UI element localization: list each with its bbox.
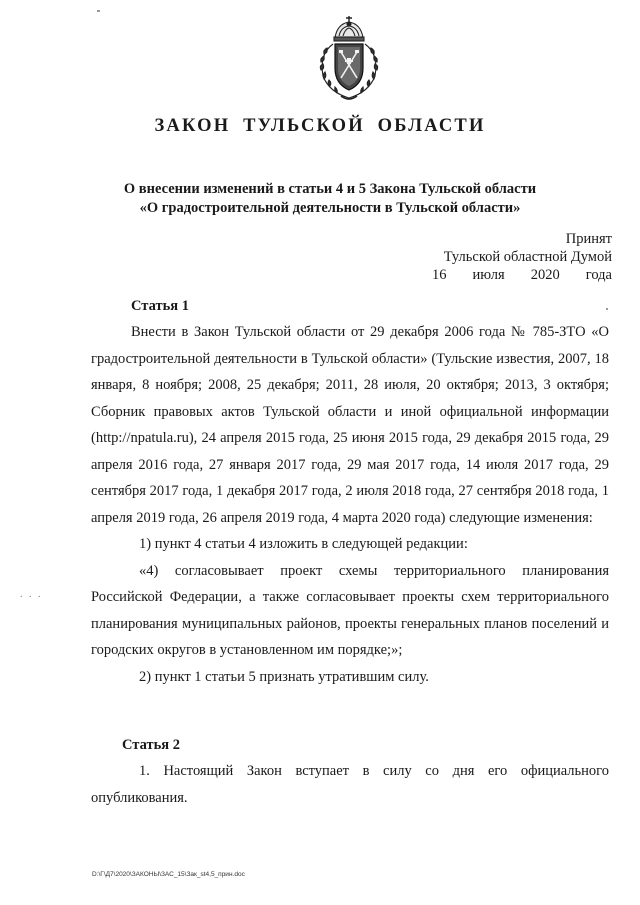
subject-line-1: О внесении изменений в статьи 4 и 5 Закона Тульской области bbox=[123, 181, 537, 197]
article-1-quote: «4) согласовывает проект схемы территориального планирования Российской Федерации, а также согласовывает проекты схем территориального планирования муниципальных районов, проекты генеральных планов поселений и городских округов в установленном им порядке;»; bbox=[91, 562, 609, 658]
footer-file-path: D:\Г\Д7\2020\ЗАКОНЫ\ЗАС_15\Зак_st4,5_прин.doc bbox=[92, 871, 245, 878]
article-2-body bbox=[91, 758, 609, 811]
article-2-item-1: 1. Настоящий Закон вступает в силу со дня его официального опубликования. bbox=[91, 763, 609, 806]
margin-marks: . . . bbox=[20, 589, 43, 600]
adopted-month: июля bbox=[472, 267, 505, 283]
article-2-heading: Статья 2 bbox=[122, 737, 180, 753]
article-1-intro: Внести в Закон Тульской области от 29 декабря 2006 года № 785-ЗТО «О градостроительной деятельности в Тульской области» (Тульские известия, 2007, 18 января, 8 ноября; 2008, 25 декабря; 2011, 28 июля, 20 октября; 2013, 3 октября; Сборник правовых актов Тульской области и иной официальной информации (http://npatula.ru), 24 апреля 2015 года, 25 июня 2015 года, 29 декабря 2015 года, 29 апреля 2016 года, 27 января 2017 года, 29 мая 2017 года, 14 июля 2017 года, 29 сентября 2017 года, 1 декабря 2017 года, 2 июля 2018 года, 27 сентября 2018 года, 1 апреля 2019 года, 26 апреля 2019 года, 4 марта 2020 года) следующие изменения: bbox=[91, 324, 609, 526]
article-1-item-1: 1) пункт 4 статьи 4 изложить в следующей редакции: bbox=[139, 536, 468, 552]
law-title: ЗАКОН ТУЛЬСКОЙ ОБЛАСТИ bbox=[154, 116, 486, 136]
subject-line-2: «О градостроительной деятельности в Тульской области» bbox=[139, 200, 521, 216]
scan-artifact bbox=[97, 10, 100, 12]
adopted-year: 2020 bbox=[530, 267, 560, 283]
adopted-date bbox=[432, 266, 612, 284]
scan-artifact bbox=[606, 308, 608, 310]
adoption-block bbox=[432, 230, 612, 284]
adopted-by: Тульской областной Думой bbox=[443, 249, 612, 265]
adopted-day: 16 bbox=[432, 267, 447, 283]
adopted-label: Принят bbox=[565, 231, 612, 247]
article-1-item-2: 2) пункт 1 статьи 5 признать утратившим силу. bbox=[139, 668, 429, 685]
law-subject bbox=[120, 180, 540, 218]
adopted-year-word: года bbox=[585, 267, 612, 283]
coat-of-arms-emblem bbox=[313, 14, 385, 104]
article-1-body bbox=[91, 319, 609, 690]
article-1-heading: Статья 1 bbox=[131, 298, 189, 314]
